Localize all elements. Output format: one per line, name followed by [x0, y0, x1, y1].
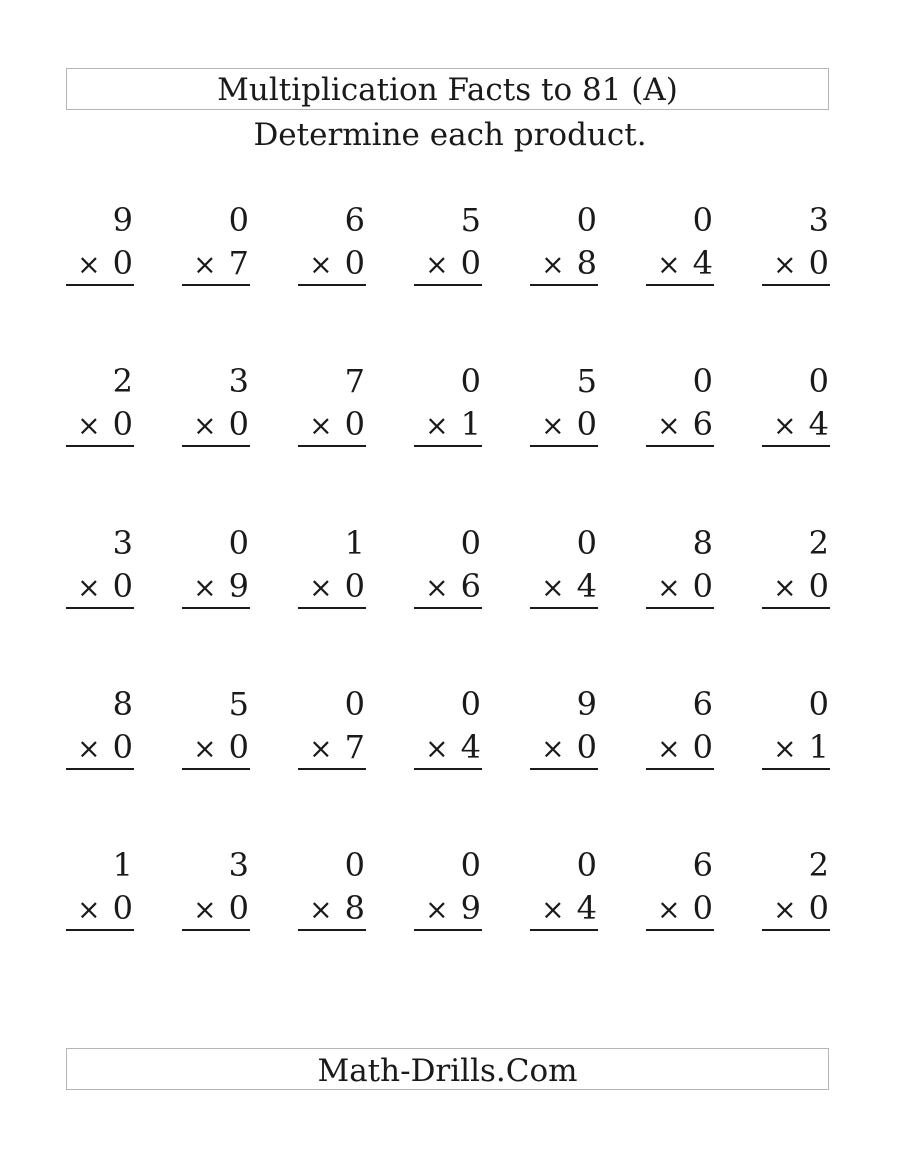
times-sign: × [773, 409, 797, 442]
answer-line [298, 929, 366, 931]
multiplier-line [773, 245, 829, 283]
times-sign: × [773, 248, 797, 281]
times-sign: × [193, 893, 217, 926]
multiplier: 4 [808, 405, 829, 443]
multiplier-line [309, 568, 365, 606]
multiplication-problem [646, 202, 714, 292]
multiplication-problem [414, 686, 482, 776]
times-sign: × [425, 248, 449, 281]
multiplier: 0 [228, 405, 249, 443]
times-sign: × [657, 571, 681, 604]
multiplier-line [77, 890, 133, 928]
multiplicand: 6 [344, 201, 365, 239]
multiplication-problem [414, 363, 482, 453]
answer-line [414, 445, 482, 447]
multiplicand: 0 [460, 846, 481, 884]
multiplier-line [425, 406, 481, 444]
multiplication-problem [182, 686, 250, 776]
answer-line [182, 768, 250, 770]
multiplier: 8 [576, 244, 597, 282]
multiplier: 0 [808, 244, 829, 282]
multiplicand: 8 [112, 685, 133, 723]
multiplicand: 0 [460, 685, 481, 723]
multiplier-line [541, 568, 597, 606]
multiplier-line [773, 729, 829, 767]
times-sign: × [77, 732, 101, 765]
multiplication-problem [530, 686, 598, 776]
multiplication-problem [414, 525, 482, 615]
answer-line [646, 929, 714, 931]
times-sign: × [425, 732, 449, 765]
multiplicand: 0 [692, 362, 713, 400]
multiplier-line [541, 406, 597, 444]
answer-line [182, 284, 250, 286]
multiplication-problem [298, 363, 366, 453]
times-sign: × [309, 409, 333, 442]
multiplier-line [309, 245, 365, 283]
times-sign: × [77, 409, 101, 442]
multiplication-problem [414, 202, 482, 292]
multiplier-line [541, 890, 597, 928]
answer-line [298, 768, 366, 770]
multiplication-problem [182, 202, 250, 292]
multiplicand: 2 [808, 846, 829, 884]
multiplier-line [425, 890, 481, 928]
answer-line [182, 607, 250, 609]
answer-line [646, 607, 714, 609]
multiplier: 4 [460, 728, 481, 766]
answer-line [66, 929, 134, 931]
multiplier: 0 [576, 728, 597, 766]
multiplier-line [541, 245, 597, 283]
multiplication-problem [762, 847, 830, 937]
multiplication-problem [298, 525, 366, 615]
times-sign: × [541, 571, 565, 604]
multiplicand: 0 [808, 362, 829, 400]
times-sign: × [657, 409, 681, 442]
times-sign: × [657, 893, 681, 926]
multiplicand: 0 [228, 524, 249, 562]
multiplication-problem [298, 847, 366, 937]
times-sign: × [193, 248, 217, 281]
answer-line [66, 768, 134, 770]
times-sign: × [193, 409, 217, 442]
multiplicand: 5 [460, 201, 481, 239]
multiplier: 0 [112, 567, 133, 605]
multiplier-line [657, 729, 713, 767]
answer-line [646, 445, 714, 447]
multiplier: 8 [344, 889, 365, 927]
multiplicand: 5 [228, 685, 249, 723]
answer-line [298, 607, 366, 609]
multiplier-line [77, 245, 133, 283]
multiplier-line [425, 568, 481, 606]
multiplier-line [309, 729, 365, 767]
times-sign: × [773, 732, 797, 765]
multiplicand: 7 [344, 362, 365, 400]
multiplier: 0 [228, 728, 249, 766]
multiplication-problem [530, 202, 598, 292]
multiplier: 7 [228, 244, 249, 282]
multiplicand: 0 [460, 362, 481, 400]
multiplier-line [425, 729, 481, 767]
times-sign: × [425, 571, 449, 604]
multiplication-problem [182, 363, 250, 453]
multiplicand: 5 [576, 362, 597, 400]
multiplicand: 3 [228, 846, 249, 884]
answer-line [182, 445, 250, 447]
multiplicand: 2 [808, 524, 829, 562]
times-sign: × [541, 732, 565, 765]
multiplier: 0 [808, 889, 829, 927]
answer-line [646, 768, 714, 770]
multiplicand: 0 [228, 201, 249, 239]
multiplication-problem [298, 686, 366, 776]
multiplier-line [425, 245, 481, 283]
answer-line [66, 284, 134, 286]
times-sign: × [193, 571, 217, 604]
times-sign: × [425, 893, 449, 926]
multiplier: 1 [808, 728, 829, 766]
multiplier: 4 [692, 244, 713, 282]
multiplicand: 3 [228, 362, 249, 400]
multiplier: 0 [460, 244, 481, 282]
multiplication-problem [298, 202, 366, 292]
times-sign: × [773, 571, 797, 604]
multiplier: 0 [692, 567, 713, 605]
answer-line [530, 284, 598, 286]
multiplier: 0 [112, 244, 133, 282]
multiplier-line [657, 245, 713, 283]
times-sign: × [657, 732, 681, 765]
multiplier-line [77, 568, 133, 606]
times-sign: × [541, 409, 565, 442]
answer-line [530, 929, 598, 931]
multiplicand: 1 [344, 524, 365, 562]
worksheet-instructions: Determine each product. [253, 117, 647, 153]
multiplication-problem [66, 525, 134, 615]
multiplier: 4 [576, 889, 597, 927]
multiplicand: 0 [576, 201, 597, 239]
answer-line [646, 284, 714, 286]
multiplier-line [193, 568, 249, 606]
multiplicand: 6 [692, 685, 713, 723]
multiplicand: 8 [692, 524, 713, 562]
multiplication-problem [762, 686, 830, 776]
multiplication-problem [530, 525, 598, 615]
multiplication-problem [530, 847, 598, 937]
multiplier-line [77, 406, 133, 444]
multiplicand: 0 [460, 524, 481, 562]
multiplier-line [193, 729, 249, 767]
multiplication-problem [182, 525, 250, 615]
multiplier-line [193, 245, 249, 283]
answer-line [298, 284, 366, 286]
multiplier-line [657, 568, 713, 606]
multiplication-problem [646, 686, 714, 776]
answer-line [414, 768, 482, 770]
answer-line [298, 445, 366, 447]
answer-line [66, 607, 134, 609]
multiplier: 0 [692, 728, 713, 766]
multiplier: 9 [228, 567, 249, 605]
multiplier: 6 [692, 405, 713, 443]
times-sign: × [309, 571, 333, 604]
multiplier: 0 [344, 244, 365, 282]
multiplier: 4 [576, 567, 597, 605]
multiplication-problem [762, 363, 830, 453]
multiplier-line [657, 890, 713, 928]
answer-line [762, 768, 830, 770]
multiplier: 0 [228, 889, 249, 927]
answer-line [66, 445, 134, 447]
multiplier: 0 [576, 405, 597, 443]
multiplication-problem [646, 525, 714, 615]
times-sign: × [309, 893, 333, 926]
multiplier-line [193, 890, 249, 928]
multiplier: 7 [344, 728, 365, 766]
times-sign: × [193, 732, 217, 765]
times-sign: × [657, 248, 681, 281]
multiplier-line [77, 729, 133, 767]
answer-line [414, 284, 482, 286]
times-sign: × [77, 571, 101, 604]
multiplicand: 9 [576, 685, 597, 723]
times-sign: × [309, 732, 333, 765]
multiplier: 0 [112, 728, 133, 766]
multiplicand: 6 [692, 846, 713, 884]
times-sign: × [309, 248, 333, 281]
answer-line [762, 607, 830, 609]
multiplicand: 0 [344, 846, 365, 884]
multiplier: 0 [692, 889, 713, 927]
multiplication-problem [762, 202, 830, 292]
multiplication-problem [646, 847, 714, 937]
answer-line [530, 607, 598, 609]
times-sign: × [425, 409, 449, 442]
multiplication-problem [182, 847, 250, 937]
multiplier-line [657, 406, 713, 444]
times-sign: × [773, 893, 797, 926]
answer-line [762, 445, 830, 447]
answer-line [762, 284, 830, 286]
multiplier-line [309, 890, 365, 928]
multiplication-problem [762, 525, 830, 615]
multiplicand: 0 [344, 685, 365, 723]
multiplier: 0 [808, 567, 829, 605]
multiplier-line [773, 568, 829, 606]
multiplier: 9 [460, 889, 481, 927]
multiplicand: 0 [808, 685, 829, 723]
answer-line [762, 929, 830, 931]
multiplicand: 0 [576, 846, 597, 884]
times-sign: × [77, 248, 101, 281]
multiplicand: 1 [112, 846, 133, 884]
multiplier: 0 [344, 405, 365, 443]
multiplier: 6 [460, 567, 481, 605]
multiplication-problem [646, 363, 714, 453]
multiplicand: 9 [112, 201, 133, 239]
multiplication-problem [530, 363, 598, 453]
times-sign: × [541, 248, 565, 281]
multiplication-problem [414, 847, 482, 937]
footer-site-name: Math-Drills.Com [66, 1048, 829, 1090]
worksheet-title: Multiplication Facts to 81 (A) [66, 68, 829, 110]
answer-line [414, 607, 482, 609]
multiplicand: 0 [576, 524, 597, 562]
multiplier-line [541, 729, 597, 767]
multiplicand: 2 [112, 362, 133, 400]
multiplier-line [309, 406, 365, 444]
multiplier: 1 [460, 405, 481, 443]
multiplicand: 0 [692, 201, 713, 239]
multiplier: 0 [112, 405, 133, 443]
multiplier: 0 [344, 567, 365, 605]
multiplier-line [773, 890, 829, 928]
multiplication-problem [66, 363, 134, 453]
times-sign: × [541, 893, 565, 926]
answer-line [414, 929, 482, 931]
answer-line [182, 929, 250, 931]
answer-line [530, 445, 598, 447]
multiplier: 0 [112, 889, 133, 927]
multiplier-line [773, 406, 829, 444]
answer-line [530, 768, 598, 770]
times-sign: × [77, 893, 101, 926]
multiplier-line [193, 406, 249, 444]
multiplication-problem [66, 686, 134, 776]
multiplication-problem [66, 847, 134, 937]
multiplicand: 3 [112, 524, 133, 562]
multiplicand: 3 [808, 201, 829, 239]
multiplication-problem [66, 202, 134, 292]
